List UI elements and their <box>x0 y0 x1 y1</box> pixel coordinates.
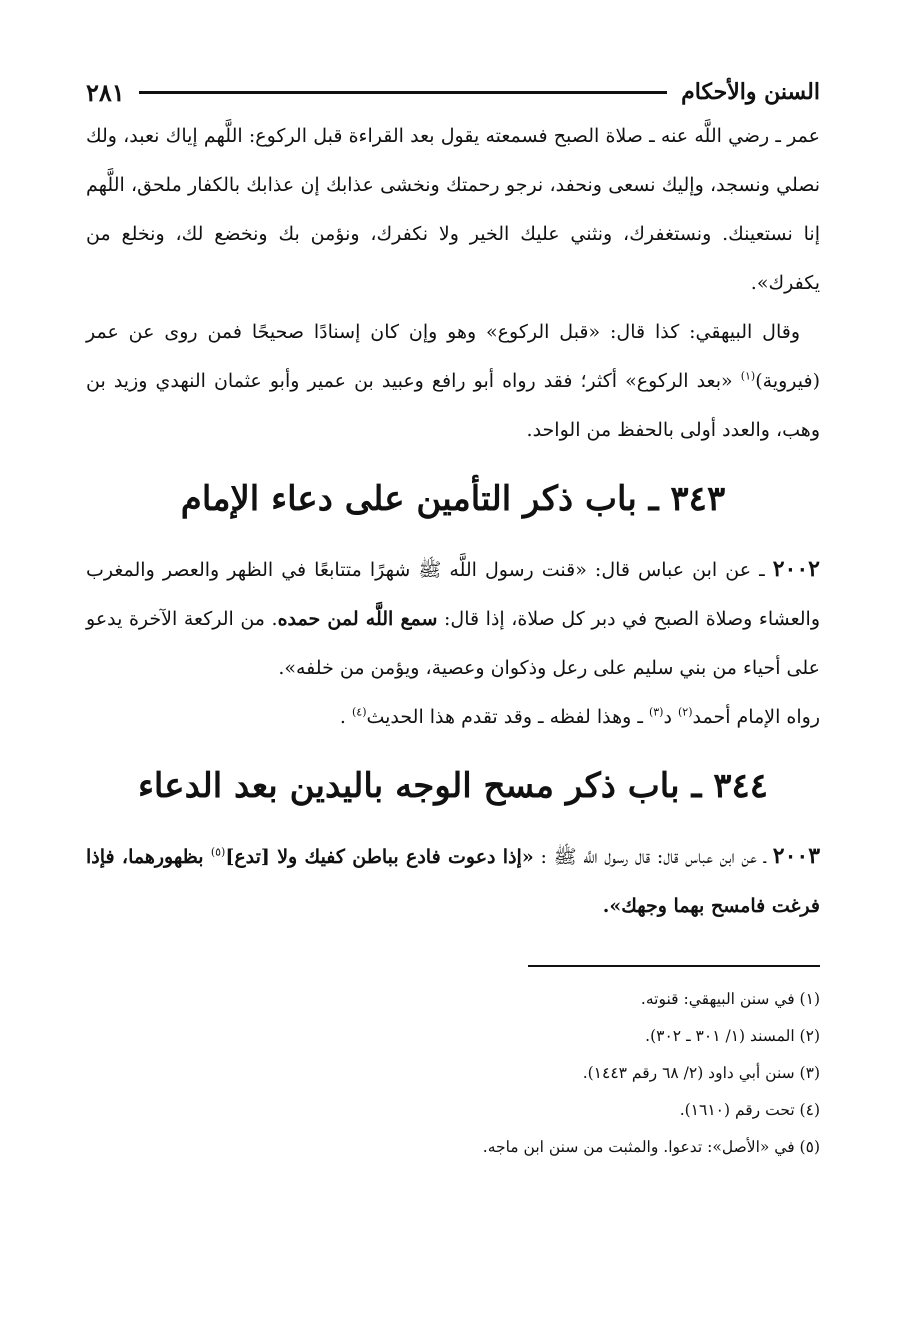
footnote: (٣) سنن أبي داود (٢/ ٦٨ رقم ١٤٤٣). <box>582 1064 820 1082</box>
chapter-heading: ٣٤٤ ـ باب ذكر مسح الوجه باليدين بعد الدعاء <box>137 766 769 806</box>
footnote: (٢) المسند (١/ ٣٠١ ـ ٣٠٢). <box>645 1027 820 1045</box>
hadith-number: ٢٠٠٢ <box>772 556 820 582</box>
running-header <box>86 72 820 112</box>
narration-line <box>86 693 820 742</box>
text-run: رواه الإمام أحمد <box>692 706 820 728</box>
text-run: ـ عن ابن عباس قال: «قنت رسول اللَّه ﷺ شهرًا متتابعًا في الظهر والعصر والمغرب والعشاء وصلاة الصبح في دبر كل صلاة، إذا قال: <box>86 559 820 630</box>
footnote-ref: (٣) <box>648 705 664 719</box>
hadith-2002 <box>86 545 820 693</box>
page <box>86 72 820 1166</box>
text-run: ـ وهذا لفظه ـ وقد تقدم هذا الحديث <box>366 706 649 728</box>
text-line: الخير ولا نكفرك، ونؤمن بك ونخضع لك، ونخلع من يكفرك». <box>86 223 820 294</box>
text-run: «بعد الركوع» أكثر؛ فقد رواه أبو رافع وعبيد بن عمير وأبو عثمان النهدي وزيد بن وهب، والعدد أولى بالحفظ من الواحد. <box>86 370 820 441</box>
text-run: د <box>663 706 678 728</box>
footnote: (٤) تحت رقم (١٦١٠). <box>679 1101 820 1119</box>
chapter-heading: ٣٤٣ ـ باب ذكر التأمين على دعاء الإمام <box>180 479 726 519</box>
footnote: (١) في سنن البيهقي: قنوته. <box>640 990 820 1008</box>
footnote: (٥) في «الأصل»: تدعوا. والمثبت من سنن ابن ماجه. <box>482 1138 820 1156</box>
text-line: عمر ـ رضي اللَّه عنه ـ صلاة الصبح فسمعته يقول بعد القراءة قبل الركوع: اللَّهم <box>203 125 820 147</box>
bold-phrase: سمع اللَّه لمن حمده <box>277 608 438 630</box>
text-run: وقال البيهقي: كذا قال: «قبل الركوع» وهو وإن كان إسنادًا صحيحًا فمن روى عن عمر (فيروية) <box>86 321 820 392</box>
footnotes <box>86 981 820 1166</box>
text-run: . من الركعة الآخرة يدعو على أحياء من بني سليم على رعل وذكوان وعصية، ويؤمن من خلفه». <box>86 608 820 679</box>
text-run: ـ عن ابن عباس قال: قال رسول اللَّه ﷺ : <box>533 846 773 868</box>
text-run: . <box>339 706 352 728</box>
text-line: إياك نعبد، ولك نصلي ونسجد، وإليك نسعى ونحفد، نرجو رحمتك ونخشى <box>86 125 821 196</box>
footnote-ref: (٢) <box>677 705 693 719</box>
hadith-2003 <box>86 832 820 931</box>
footnote-ref: (٤) <box>351 705 367 719</box>
footnote-ref: (١) <box>740 369 756 383</box>
bayhaqi-paragraph <box>86 308 820 455</box>
bold-phrase: «إذا دعوت فادع بباطن كفيك ولا [تدع] <box>225 846 534 868</box>
paragraph-continuation <box>86 112 820 308</box>
footnote-separator <box>528 965 820 967</box>
bold-phrase: بظهورهما، فإذا فرغت فامسح بهما وجهك». <box>86 846 820 917</box>
book-title: السنن والأحكام <box>681 79 820 105</box>
header-rule <box>139 91 667 94</box>
page-number: ٢٨١ <box>86 77 125 107</box>
hadith-number: ٢٠٠٣ <box>772 843 821 869</box>
footnote-ref: (٥) <box>210 845 226 859</box>
text-line: عذابك إن عذابك بالكفار ملحق، اللَّهم إنا نستعينك. ونستغفرك، ونثني عليك <box>86 174 820 245</box>
